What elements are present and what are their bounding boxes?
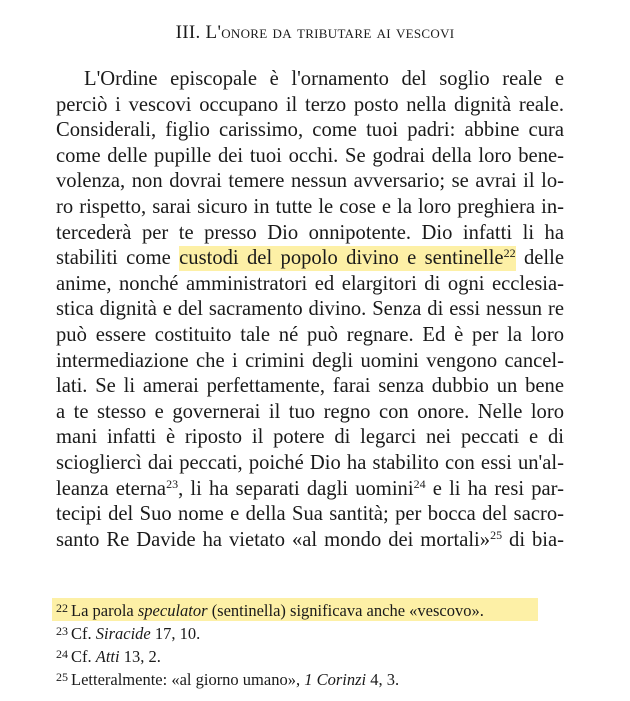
text-line: può essere costituito tale né può regnare. Ed è per la loro [56,323,564,346]
text-line: leanza eterna$^{23}$, li ha separati dagli uomini$^{24}$ e li ha resi par- [56,476,564,500]
text-line: mani infatti è riposto il potere di legarci nei peccati e di [56,426,564,449]
text-line: sciogliercì dai peccati, poiché Dio ha stabilito con essi un'al- [56,451,564,474]
text-line: come delle pupille dei tuoi occhi. Se godrai della loro bene- [56,144,564,167]
footnote-ref-25[interactable]: 25 [490,527,503,542]
text-line: intermediazione che i crimini degli uomini vengono cancel- [56,349,564,372]
text-line: L'Ordine episcopale è l'ornamento del soglio reale e [84,68,564,90]
text-line: Considerali, figlio carissimo, come tuoi padri: abbine cura [56,119,564,142]
text-line: stica dignità e del sacramento divino. Senza di essi nessun re [56,298,564,321]
text-line: stabiliti come custodi del popolo divino e sentinelle$^{22}$ delle [56,246,564,270]
text-line: anime, nonché amministratori ed elargitori di ogni ecclesia- [56,272,564,295]
text-line: perciò i vescovi occupano il terzo posto nella dignità reale. [56,93,564,116]
text-line: ro rispetto, sarai sicuro in tutte le cose e la loro preghiera in- [56,195,564,218]
chapter-numeral: III. L' [175,22,222,43]
footnote-ref-23[interactable]: 23 [166,476,179,491]
text-line: tercederà per te presso Dio onnipotente. Dio infatti li ha [56,221,564,244]
text-line: tecipi del Suo nome e della Sua santità; per bocca del sacro- [56,503,564,526]
highlighted-phrase: custodi del popolo divino e sentinelle$^{22}$ [179,246,516,270]
chapter-title: onore da tributare ai vescovi [221,22,455,43]
text-line: volenza, non dovrai temere nessun avversario; se avrai il lo- [56,170,564,193]
text-line: santo Re Davide ha vietato «al mondo dei mortali»$^{25}$ di bia- [56,527,565,551]
text-line: lati. Se li amerai perfettamente, farai senza dubbio un bene [56,375,564,398]
footnote-ref-24[interactable]: 24 [413,476,426,491]
footnote-24: $^{24}$ Cf. Atti 13, 2. [56,647,161,666]
body-paragraph [56,67,564,553]
text-line: a te stesso e governerai il tuo regno con onore. Nelle loro [56,400,564,423]
footnote-22: $^{22}$ La parola speculator (sentinella) significava anche «vescovo». [52,598,538,621]
footnote-25: $^{25}$ Letteralmente: «al giorno umano», 1 Corinzi 4, 3. [56,670,400,689]
chapter-heading [0,22,630,44]
footnote-ref-22[interactable]: 22 [503,246,516,261]
footnotes [56,598,564,690]
footnote-23: $^{23}$ Cf. Siracide 17, 10. [56,624,201,643]
